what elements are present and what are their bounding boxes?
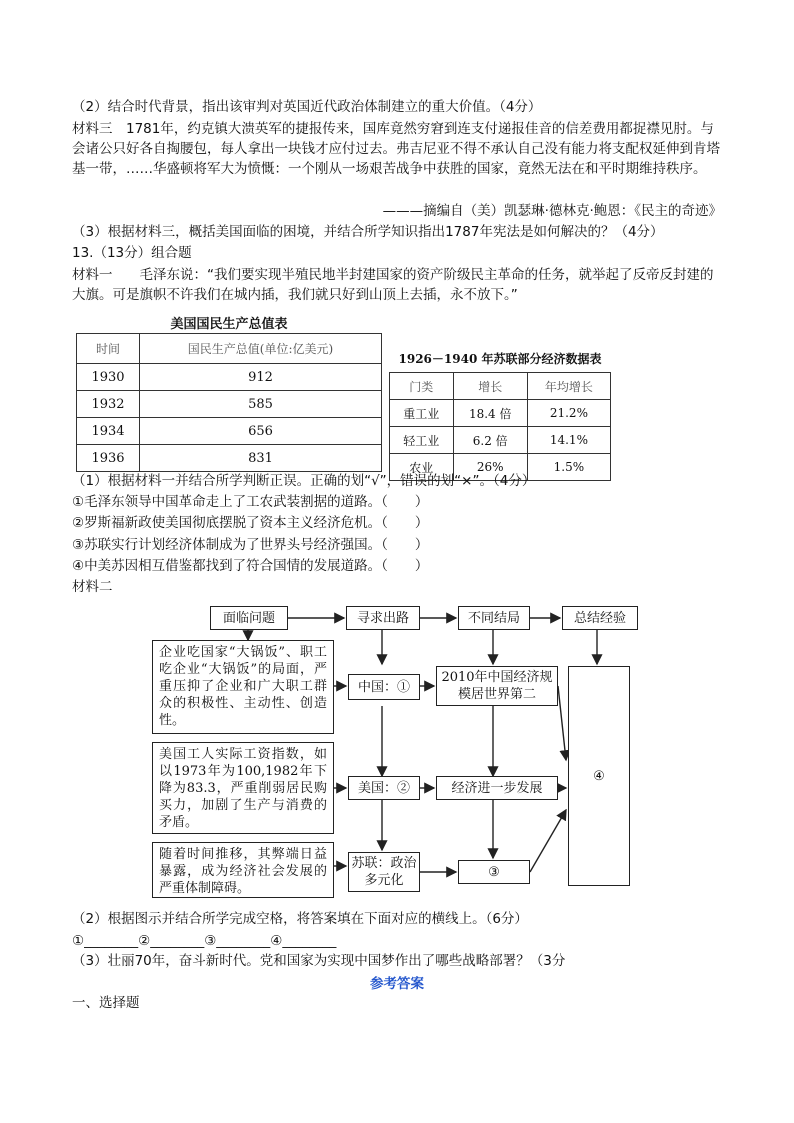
table-cell: 轻工业 [390,427,454,454]
judge-item-1: ①毛泽东领导中国革命走上了工农武装割据的道路。（ ） [72,494,429,510]
table-1-caption: 美国国民生产总值表 [170,317,288,332]
answer-blanks: ①________②________③________④________ [72,933,337,949]
result-us: 经济进一步发展 [436,776,558,800]
table-cell: 585 [140,391,382,418]
answer-title: 参考答案 [370,976,424,992]
material-3-source: ———摘编自（美）凯瑟琳·德林克·鲍恩：《民主的奇迹》 [382,203,722,219]
table-cell: 1936 [77,445,140,472]
table-2-caption: 1926－1940 年苏联部分经济数据表 [398,352,602,366]
question-3-line: （3）根据材料三，概括美国面临的困境，并结合所学知识指出1787年宪法是如何解决的？（4分） [72,224,664,240]
table-cell: 14.1% [527,427,610,454]
path-us: 美国：② [348,776,420,800]
table-cell: 21.2% [527,400,610,427]
question-13-2: （2）根据图示并结合所学完成空格，将答案填在下面对应的横线上。（6分） [72,911,528,927]
table-cell: 1930 [77,364,140,391]
table-header: 国民生产总值(单位:亿美元) [140,334,382,364]
judge-item-3: ③苏联实行计划经济体制成为了世界头号经济强国。（ ） [72,537,429,553]
problem-china: 企业吃国家“大锅饭”、职工吃企业“大锅饭”的局面，严重压抑了企业和广大职工群众的积极性、主动性、创造性。 [152,640,334,734]
material-3-text: 材料三 1781年，约克镇大溃英军的捷报传来，国库竟然穷窘到连支付递报佳音的信差费用都捉襟见肘。与会诸公只好各自掏腰包，每人拿出一块钱才应付过去。弗吉尼亚不得不承认自己没有能力将支配权延伸到肯塔基一带，……华盛顿将军大为愤慨：一个刚从一场艰苦战争中获胜的国家，竟然无法在和平时期维持秩序。 [72,121,720,177]
table-cell: 656 [140,418,382,445]
header-different-outcome: 不同结局 [458,606,530,630]
path-ussr: 苏联：政治多元化 [348,852,420,892]
table-cell: 26% [453,454,527,481]
problem-us: 美国工人实际工资指数，如以1973年为100,1982年下降为83.3，严重削弱居民购买力，加剧了生产与消费的矛盾。 [152,742,334,834]
result-china: 2010年中国经济规模居世界第二 [436,666,558,706]
path-china: 中国：① [348,674,420,700]
section-1-title: 一、选择题 [72,995,140,1011]
question-13-3: （3）壮丽70年，奋斗新时代。党和国家为实现中国梦作出了哪些战略部署？（3分 [72,953,566,969]
header-seeking-path: 寻求出路 [346,606,420,630]
header-facing-problem: 面临问题 [210,606,288,630]
table-cell: 农业 [390,454,454,481]
table-cell: 6.2 倍 [453,427,527,454]
question-13-1: （1）根据材料一并结合所学判断正误。正确的划“√”，错误的划“×”。（4分） [72,473,536,489]
table-cell: 831 [140,445,382,472]
material-1-text: 材料一 毛泽东说：“我们要实现半殖民地半封建国家的资产阶级民主革命的任务，就举起了反帝反封建的大旗。可是旗帜不许我们在城内插，我们就只好到山顶上去插，永不放下。” [72,267,714,303]
problem-ussr: 随着时间推移，其弊端日益暴露，成为经济社会发展的严重体制障碍。 [152,842,334,898]
result-ussr: ③ [458,860,530,884]
summary-box: ④ [568,666,630,886]
table-cell: 912 [140,364,382,391]
table-cell: 18.4 倍 [453,400,527,427]
table-cell: 重工业 [390,400,454,427]
judge-item-2: ②罗斯福新政使美国彻底摆脱了资本主义经济危机。（ ） [72,515,429,531]
table-cell: 1932 [77,391,140,418]
header-summary: 总结经验 [562,606,638,630]
judge-item-4: ④中美苏因相互借鉴都找到了符合国情的发展道路。（ ） [72,558,429,574]
table-header: 时间 [77,334,140,364]
question-2-line: （2）结合时代背景，指出该审判对英国近代政治体制建立的重大价值。（4分） [72,99,542,115]
table-cell: 1934 [77,418,140,445]
table-cell: 1.5% [527,454,610,481]
table-header: 年均增长 [527,373,610,400]
material-2-label: 材料二 [72,579,113,595]
table-header: 门类 [390,373,454,400]
question-13-title: 13.（13分）组合题 [72,245,192,261]
table-header: 增长 [453,373,527,400]
